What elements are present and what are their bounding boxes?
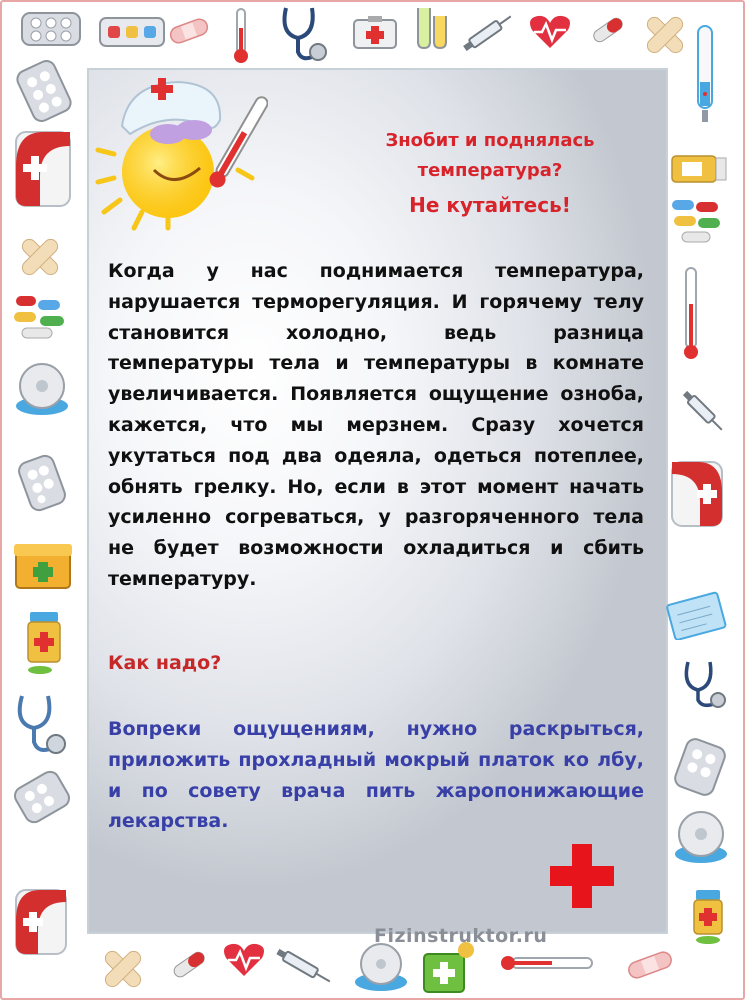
- disc-icon: [670, 806, 732, 868]
- headline-main: Не кутайтесь!: [409, 193, 571, 217]
- medicine-chest-icon: [666, 456, 728, 532]
- stethoscope-icon: [676, 656, 732, 712]
- sun-nurse-icon: [88, 62, 268, 232]
- pill-bottle-icon: [684, 886, 732, 946]
- pill-blister-icon: [20, 10, 82, 48]
- headline-line-2: температура?: [417, 160, 563, 181]
- pill-blister-icon: [672, 736, 728, 798]
- medicine-chest-icon: [10, 884, 72, 960]
- bandage-icon: [640, 12, 690, 58]
- medkit-icon: [352, 14, 398, 50]
- heart-pulse-icon: [222, 942, 266, 978]
- heart-pulse-icon: [528, 14, 572, 50]
- pill-box-icon: [98, 14, 166, 50]
- pills-icon: [10, 292, 72, 342]
- pill-bottle-icon: [20, 608, 68, 676]
- red-cross-icon: [548, 842, 616, 910]
- thermometer-icon: [676, 264, 706, 364]
- advice-paragraph: Вопреки ощущениям, нужно раскрыться, приложить прохладный мокрый платок ко лбу, и по совету врача пить жаропонижающие лекарства.: [108, 718, 644, 833]
- pill-bottle-icon: [668, 148, 728, 188]
- headline-line-1: Знобит и поднялась: [385, 130, 595, 151]
- body-paragraph: Когда у нас поднимается температура, нарушается терморегуляция. И горячему телу становится холодно, ведь разница температуры тела и температуры в комнате увеличивается. Появляется ощущение озноба, кажется, что мы мерзнем. Сразу хочется укутаться под два одеяла, одеться потеплее, обнять грелку. Но, если в этот момент начать усиленно согреваться, у разгоряченного тела не будет возможности охладиться и сбить температуру.: [108, 260, 644, 590]
- pill-blister-icon: [12, 770, 72, 824]
- medicine-chest-icon: [10, 126, 76, 212]
- pills-icon: [168, 946, 212, 982]
- disc-icon: [12, 356, 72, 420]
- bandage-icon: [168, 14, 210, 48]
- pill-blister-icon: [18, 452, 66, 514]
- clipboard-icon: [664, 590, 730, 640]
- watermark-text: Fizinstruktor.ru: [374, 925, 548, 947]
- pills-icon: [668, 196, 724, 246]
- syringe-icon: [672, 380, 732, 440]
- pill-blister-icon: [14, 60, 74, 122]
- bandage-icon: [14, 232, 66, 282]
- how-heading: Как надо?: [108, 652, 222, 674]
- syringe-icon: [456, 8, 518, 58]
- thermometer-icon: [498, 948, 598, 978]
- disc-icon: [350, 940, 412, 994]
- bandage-icon: [626, 948, 674, 982]
- stethoscope-icon: [272, 4, 332, 66]
- thermometer-icon: [688, 22, 722, 126]
- syringe-icon: [268, 940, 338, 992]
- pills-icon: [588, 12, 628, 48]
- flask-icon: [410, 6, 452, 50]
- bandage-icon: [98, 944, 148, 994]
- first-aid-box-icon: [10, 532, 76, 592]
- stethoscope-icon: [10, 690, 74, 760]
- thermometer-icon: [226, 6, 256, 66]
